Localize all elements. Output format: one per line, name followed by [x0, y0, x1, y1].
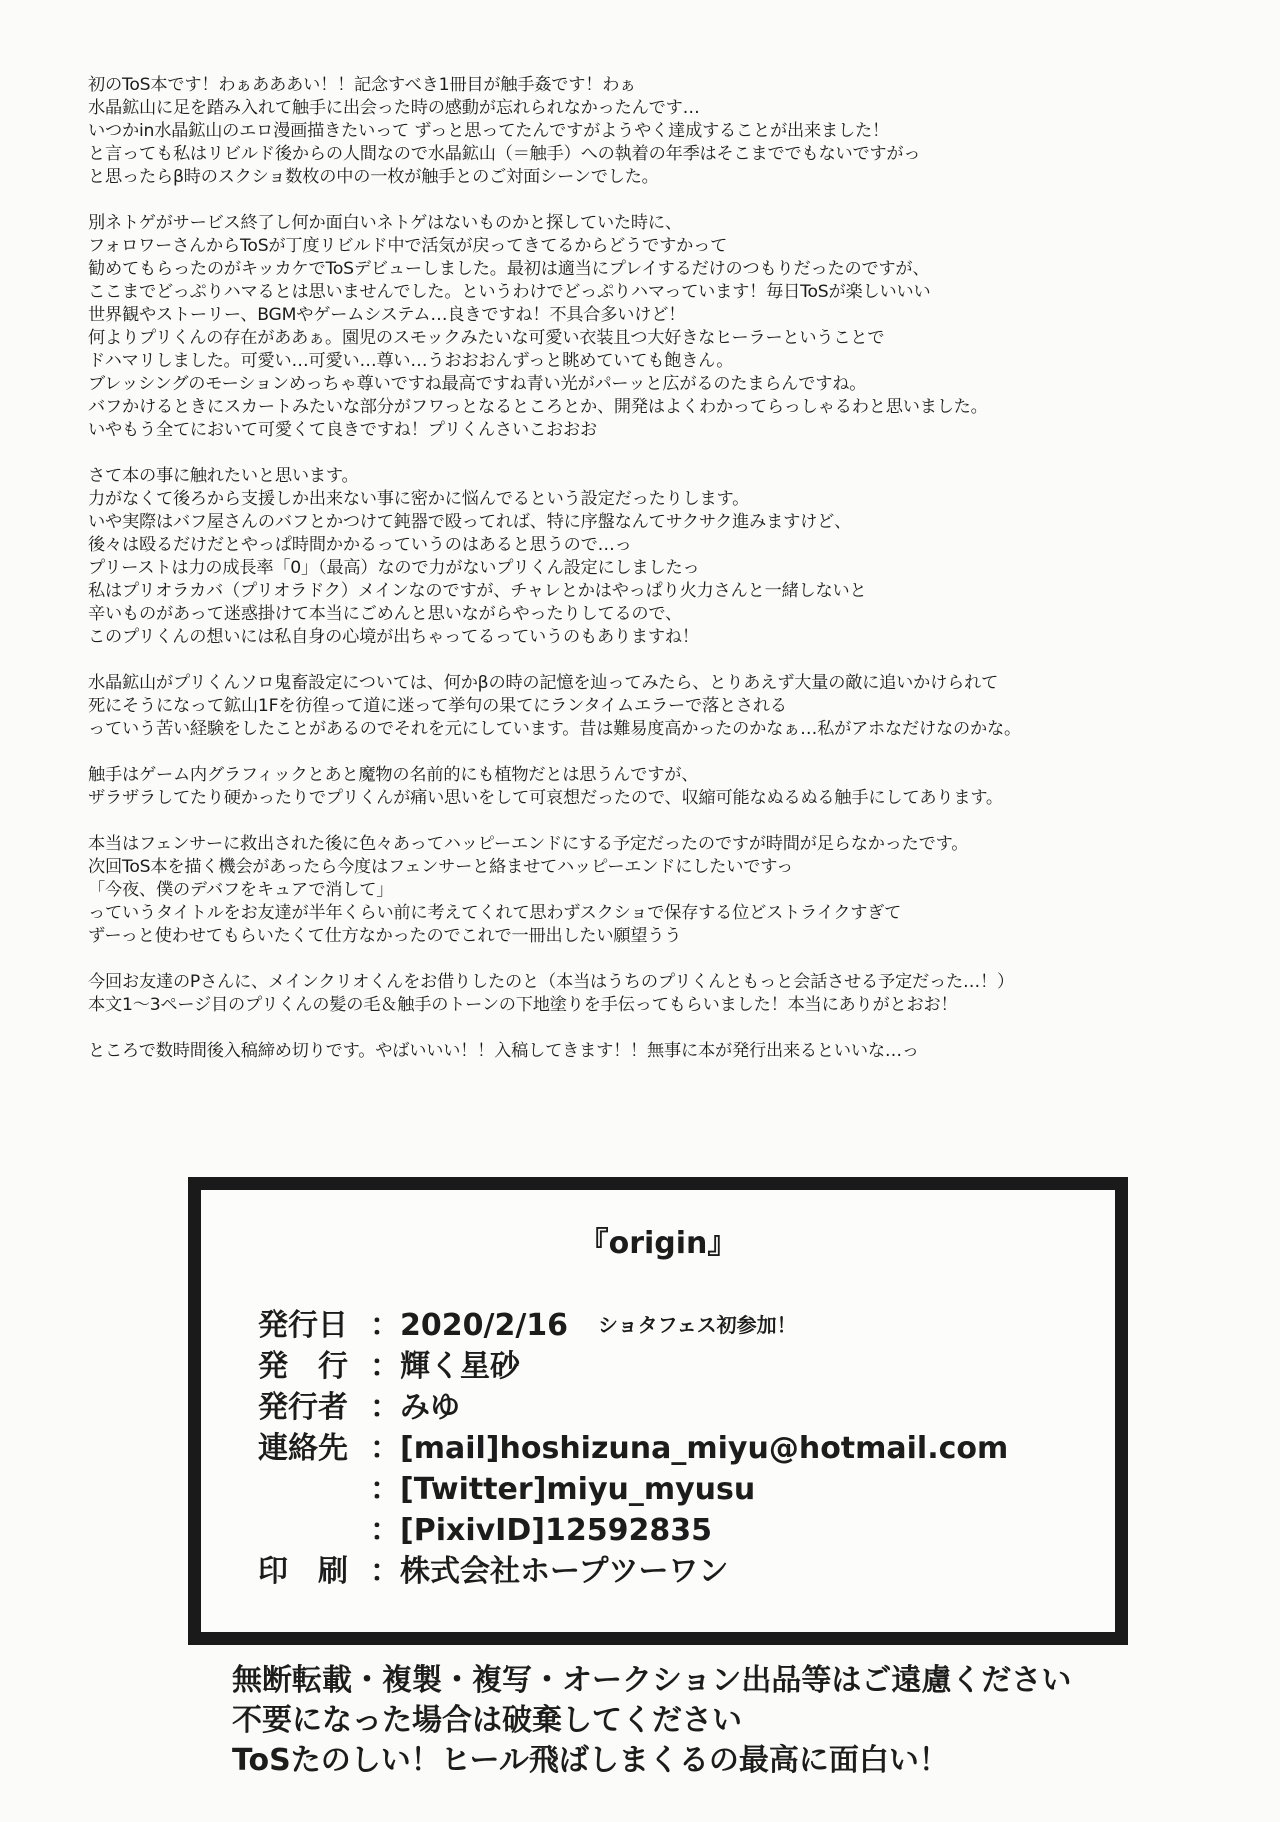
text-line: 水晶鉱山がプリくんソロ鬼畜設定については、何かβの時の記憶を辿ってみたら、とりあえず大量の敵に追いかけられて — [88, 673, 999, 693]
text-line: 今回お友達のPさんに、メインクリオくんをお借りしたのと（本当はうちのプリくんともっと会話させる予定だった…！） — [88, 972, 1014, 992]
afterword-paragraph — [88, 212, 1238, 442]
afterword-paragraph — [88, 764, 1238, 810]
text-line: 力がなくて後ろから支援しか出来ない事に密かに悩んでるという設定だったりします。 — [88, 489, 750, 509]
info-separator: ： — [370, 1349, 400, 1384]
text-line: 初のToS本です！わぁあああい！！記念すべき1冊目が触手姦です！わぁ — [88, 75, 637, 95]
info-value: 2020/2/16 — [400, 1308, 569, 1343]
text-line: と言っても私はリビルド後からの人間なので水晶鉱山（＝触手）への執着の年季はそこまででもないですがっ — [88, 144, 921, 164]
info-row-contact-mail — [258, 1423, 1008, 1464]
text-line: このプリくんの想いには私自身の心境が出ちゃってるっていうのもありますね！ — [88, 627, 699, 647]
text-line: 死にそうになって鉱山1Fを彷徨って道に迷って挙句の果てにランタイムエラーで落とされる — [88, 696, 787, 716]
text-line: 本文1～3ページ目のプリくんの髪の毛＆触手のトーンの下地塗りを手伝ってもらいました！本当にありがとおお！ — [88, 995, 958, 1015]
text-line: ところで数時間後入稿締め切りです。やばいいい！！入稿してきます！！無事に本が発行出来るといいな…っ — [88, 1041, 919, 1061]
text-line: っていうタイトルをお友達が半年くらい前に考えてくれて思わずスクショで保存する位どストライクすぎて — [88, 903, 902, 923]
text-line: 世界観やストーリー、BGMやゲームシステム…良きですね！不具合多いけど！ — [88, 305, 686, 325]
notice-line: 無断転載・複製・複写・オークション出品等はご遠慮ください — [232, 1663, 1072, 1698]
info-row-printer — [258, 1546, 1008, 1587]
afterword-paragraph — [88, 74, 1238, 189]
info-label: 発 行 — [258, 1349, 348, 1384]
afterword-paragraph — [88, 971, 1238, 1017]
notice-line: ToSたのしい！ヒール飛ばしまくるの最高に面白い！ — [232, 1743, 949, 1778]
info-separator: ： — [370, 1554, 400, 1589]
text-line: 辛いものがあって迷惑掛けて本当にごめんと思いながらやったりしてるので、 — [88, 604, 683, 624]
info-separator: ： — [370, 1431, 400, 1466]
text-line: 次回ToS本を描く機会があったら今度はフェンサーと絡ませてハッピーエンドにしたいですっ — [88, 857, 794, 877]
info-row-date — [258, 1300, 1008, 1341]
afterword-paragraph — [88, 833, 1238, 948]
text-line: フォロワーさんからToSが丁度リビルド中で活気が戻ってきてるからどうですかって — [88, 236, 728, 256]
notice-text — [232, 1661, 1071, 1781]
text-line: 触手はゲーム内グラフィックとあと魔物の名前的にも植物だとは思うんですが、 — [88, 765, 699, 785]
text-line: プリーストは力の成長率「0」（最高）なので力がないプリくん設定にしましたっ — [88, 558, 700, 578]
info-row-author — [258, 1382, 1008, 1423]
info-row-contact-pixiv — [258, 1505, 1008, 1546]
text-line: ドハマリしました。可愛い…可愛い…尊い…うおおおんずっと眺めていても飽きん。 — [88, 351, 734, 371]
text-line: 私はプリオラカバ（プリオラドク）メインなのですが、チャレとかはやっぱり火力さんと一緒しないと — [88, 581, 867, 601]
info-row-publisher — [258, 1341, 1008, 1382]
info-separator: ： — [370, 1513, 400, 1548]
info-label: 発行者 — [258, 1390, 348, 1425]
text-line: いつかin水晶鉱山のエロ漫画描きたいって ずっと思ってたんですがようやく達成することが出来ました！ — [88, 121, 889, 141]
afterword-paragraph — [88, 1040, 1238, 1063]
info-value: [Twitter]miyu_myusu — [400, 1472, 756, 1507]
info-label: 印 刷 — [258, 1554, 348, 1589]
text-line: 本当はフェンサーに救出された後に色々あってハッピーエンドにする予定だったのですが時間が足らなかったです。 — [88, 834, 969, 854]
event-note: ショタフェス初参加！ — [598, 1313, 797, 1337]
info-row-contact-twitter — [258, 1464, 1008, 1505]
text-line: と思ったらβ時のスクショ数枚の中の一枚が触手とのご対面シーンでした。 — [88, 167, 659, 187]
text-line: ブレッシングのモーションめっちゃ尊いですね最高ですね青い光がパーッと広がるのたまらんですね。 — [88, 374, 867, 394]
publication-info — [258, 1300, 1008, 1587]
text-line: いやもう全てにおいて可愛くて良きですね！プリくんさいこおおお — [88, 420, 597, 440]
text-line: 何よりプリくんの存在がああぁ。園児のスモックみたいな可愛い衣装且つ大好きなヒーラーということで — [88, 328, 885, 348]
text-line: バフかけるときにスカートみたいな部分がフワっとなるところとか、開発はよくわかってらっしゃるわと思いました。 — [88, 397, 988, 417]
text-line: 後々は殴るだけだとやっぱ時間かかるっていうのはあると思うので…っ — [88, 535, 632, 555]
text-line: 別ネトゲがサービス終了し何か面白いネトゲはないものかと探していた時に、 — [88, 213, 682, 233]
info-value: みゆ — [400, 1390, 460, 1425]
notice-line: 不要になった場合は破棄してください — [232, 1703, 742, 1738]
text-line: っていう苦い経験をしたことがあるのでそれを元にしています。昔は難易度高かったのかなぁ…私がアホなだけなのかな。 — [88, 719, 1021, 739]
info-value: [PixivID]12592835 — [400, 1513, 712, 1548]
afterword-text — [88, 74, 1238, 1086]
info-separator: ： — [370, 1472, 400, 1507]
text-line: 「今夜、僕のデバフをキュアで消して」 — [88, 880, 394, 900]
text-line: いや実際はバフ屋さんのバフとかつけて鈍器で殴ってれば、特に序盤なんてサクサク進みますけど、 — [88, 512, 852, 532]
text-line: ずーっと使わせてもらいたくて仕方なかったのでこれで一冊出したい願望うう — [88, 926, 682, 946]
info-separator: ： — [370, 1390, 400, 1425]
info-label: 連絡先 — [258, 1431, 348, 1466]
text-line: ここまでどっぷりハマるとは思いませんでした。というわけでどっぷりハマっています！毎日ToSが楽しいいい — [88, 282, 931, 302]
colophon-box — [188, 1177, 1128, 1645]
info-value: [mail]hoshizuna_miyu@hotmail.com — [400, 1431, 1009, 1466]
info-label: 発行日 — [258, 1308, 348, 1343]
book-title: 『origin』 — [578, 1226, 738, 1261]
info-value: 輝く星砂 — [400, 1349, 520, 1384]
text-line: 勧めてもらったのがキッカケでToSデビューしました。最初は適当にプレイするだけのつもりだったのですが、 — [88, 259, 930, 279]
text-line: 水晶鉱山に足を踏み入れて触手に出会った時の感動が忘れられなかったんです… — [88, 98, 700, 118]
info-value: 株式会社ホープツーワン — [400, 1554, 729, 1589]
text-line: ザラザラしてたり硬かったりでプリくんが痛い思いをして可哀想だったので、収縮可能なぬるぬる触手にしてあります。 — [88, 788, 1003, 808]
text-line: さて本の事に触れたいと思います。 — [88, 466, 359, 486]
afterword-paragraph — [88, 672, 1238, 741]
info-separator: ： — [370, 1308, 400, 1343]
afterword-paragraph — [88, 465, 1238, 649]
